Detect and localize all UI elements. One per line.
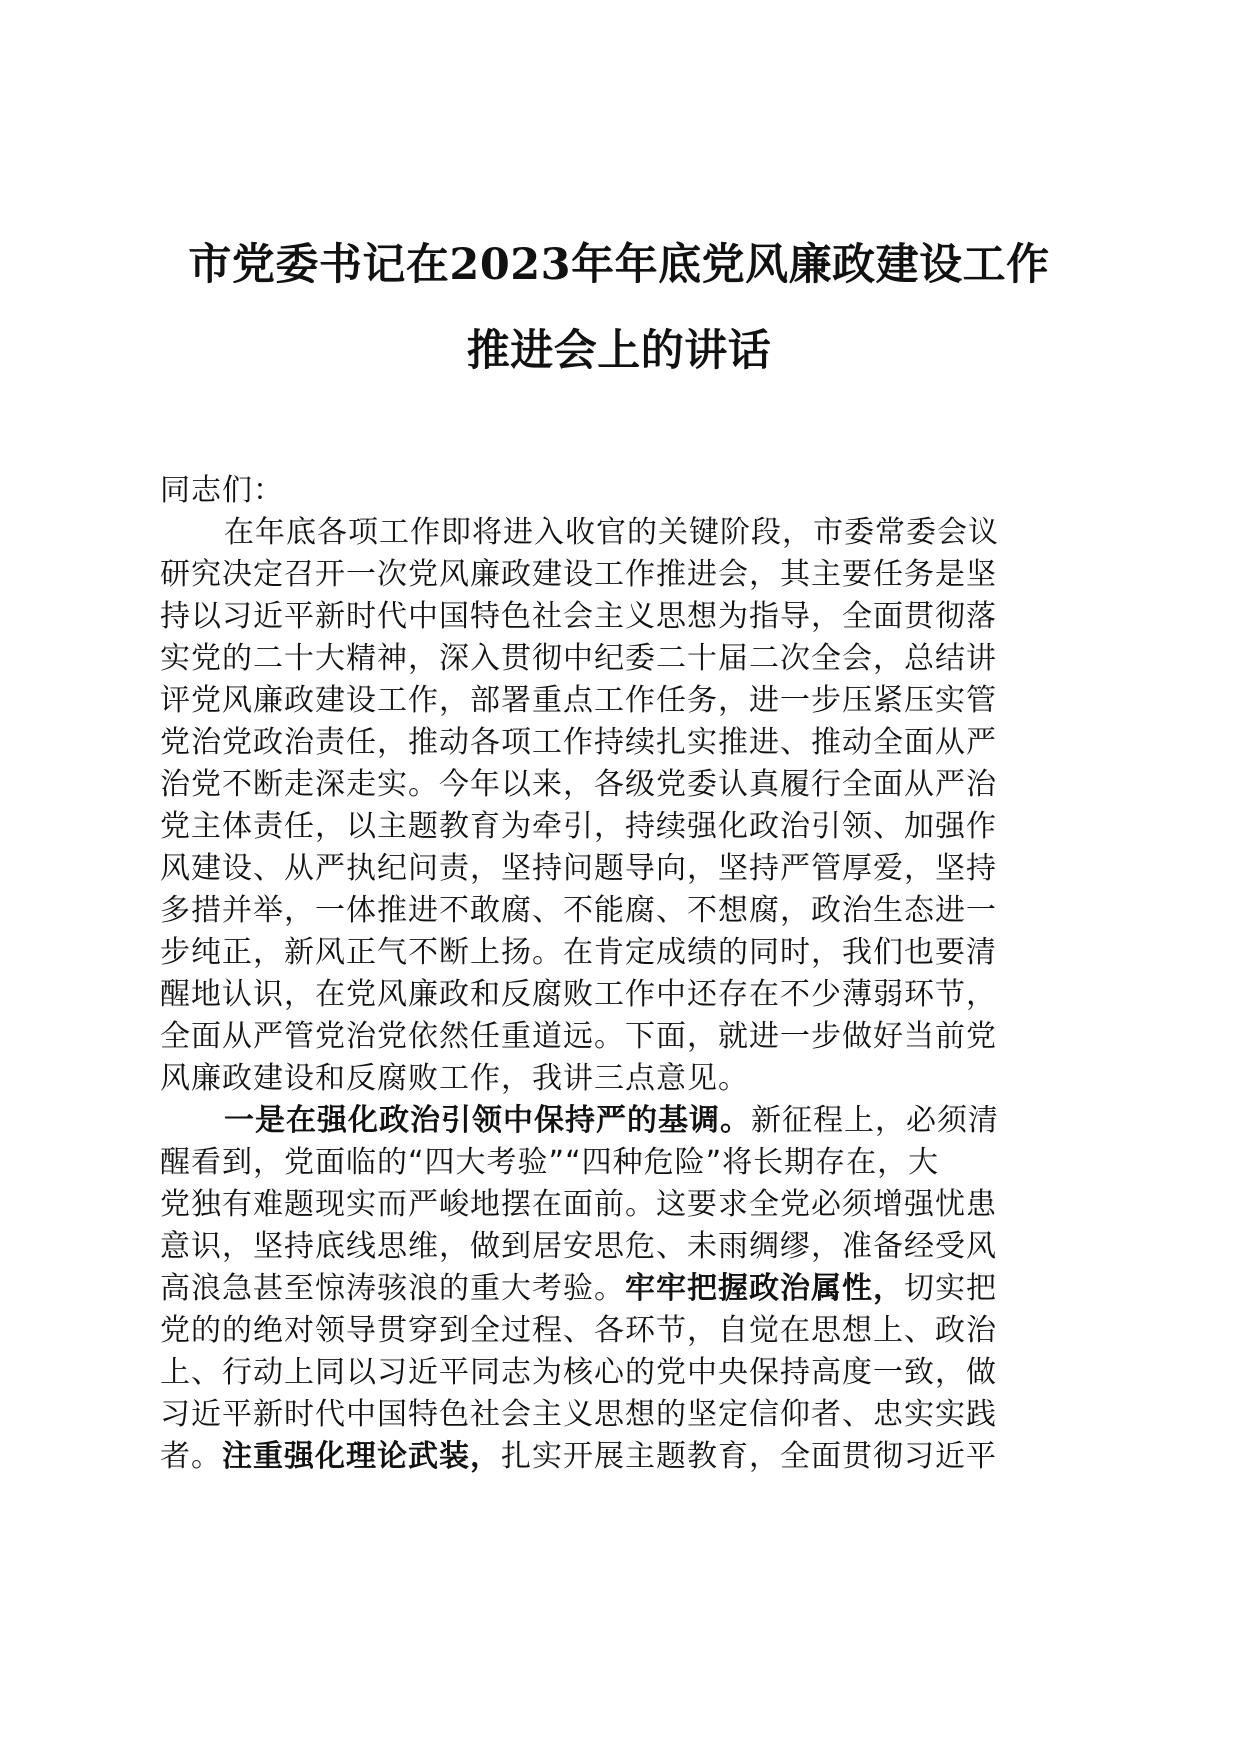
- paragraph-line: 党的的绝对领导贯穿到全过程、各环节，自觉在思想上、政治: [160, 1313, 997, 1348]
- point-one-heading: 一是在强化政治引领中保持严的基调。: [224, 1103, 751, 1138]
- point-one-heading-line: [160, 1100, 1080, 1142]
- paragraph-line: 风廉政建设和反腐败工作，我讲三点意见。: [160, 1061, 749, 1096]
- paragraph-line: 治党不断走深走实。今年以来，各级党委认真履行全面从严治: [160, 767, 997, 802]
- paragraph-line: 风建设、从严执纪问责，坚持问题导向，坚持严管厚爱，坚持: [160, 851, 997, 886]
- inline-text: 者。: [160, 1439, 222, 1474]
- paragraph-line: 意识，坚持底线思维，做到居安思危、未雨绸缪，准备经受风: [160, 1229, 997, 1264]
- paragraph-line: 党独有难题现实而严峻地摆在面前。这要求全党必须增强忧患: [160, 1187, 997, 1222]
- document-body: [160, 470, 1080, 1478]
- inline-bold-phrase: 牢牢把握政治属性，: [625, 1271, 904, 1306]
- paragraph-line: 评党风廉政建设工作，部署重点工作任务，进一步压紧压实管: [160, 683, 997, 718]
- paragraph-line: 上、行动上同以习近平同志为核心的党中央保持高度一致，做: [160, 1355, 997, 1390]
- paragraph-line: 实党的二十大精神，深入贯彻中纪委二十届二次全会，总结讲: [160, 641, 997, 676]
- paragraph-line: 党治党政治责任，推动各项工作持续扎实推进、推动全面从严: [160, 725, 997, 760]
- paragraph-line: 在年底各项工作即将进入收官的关键阶段，市委常委会议: [224, 515, 999, 550]
- point-one-text: 新征程上，必须清: [751, 1103, 999, 1138]
- paragraph-line: 醒地认识，在党风廉政和反腐败工作中还存在不少薄弱环节，: [160, 977, 997, 1012]
- title-line-1: 市党委书记在2023年年底党风廉政建设工作: [188, 240, 1050, 290]
- paragraph-line: [160, 1268, 1080, 1310]
- inline-text: 扎实开展主题教育，全面贯彻习近平: [501, 1439, 997, 1474]
- inline-text: 切实把: [904, 1271, 997, 1306]
- document-title: [150, 222, 1088, 394]
- paragraph-line: 醒看到，党面临的“四大考验”“四种危险”将长期存在，大: [160, 1145, 940, 1180]
- paragraph-line: 习近平新时代中国特色社会主义思想的坚定信仰者、忠实实践: [160, 1397, 997, 1432]
- salutation: 同志们：: [160, 473, 284, 508]
- paragraph-line: [160, 1436, 1080, 1478]
- inline-text: 高浪急甚至惊涛骇浪的重大考验。: [160, 1271, 625, 1306]
- paragraph-line: 步纯正，新风正气不断上扬。在肯定成绩的同时，我们也要清: [160, 935, 997, 970]
- paragraph-line: 全面从严管党治党依然任重道远。下面，就进一步做好当前党: [160, 1019, 997, 1054]
- inline-bold-phrase: 注重强化理论武装，: [222, 1439, 501, 1474]
- paragraph-line: 研究决定召开一次党风廉政建设工作推进会，其主要任务是坚: [160, 557, 997, 592]
- paragraph-line: 党主体责任，以主题教育为牵引，持续强化政治引领、加强作: [160, 809, 997, 844]
- title-line-2: 推进会上的讲话: [466, 326, 772, 376]
- paragraph-line: 持以习近平新时代中国特色社会主义思想为指导，全面贯彻落: [160, 599, 997, 634]
- paragraph-line: 多措并举，一体推进不敢腐、不能腐、不想腐，政治生态进一: [160, 893, 997, 928]
